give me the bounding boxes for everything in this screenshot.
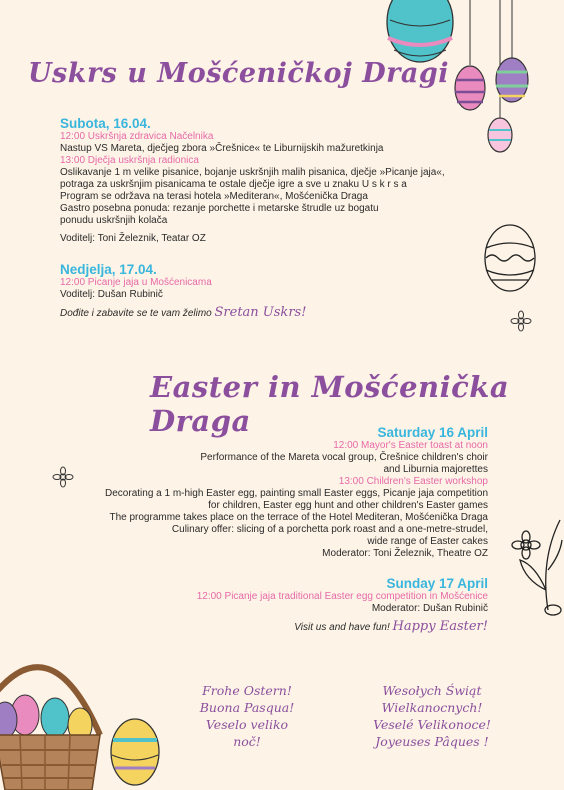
host-line: Moderator: Toni Železnik, Theatre OZ [322, 548, 488, 559]
sunday-section-english [58, 576, 488, 634]
page-title-croatian: Uskrs u Mošćeničkoj Dragi [28, 58, 450, 89]
host-line: Moderator: Dušan Rubinič [371, 603, 488, 614]
egg-icon [488, 118, 512, 152]
day-heading: Saturday 16 April [377, 425, 488, 440]
event-time: 12:00 Mayor's Easter toast at noon [333, 440, 488, 451]
event-time: 12:00 Picanje jaja u Mošćenicama [60, 277, 212, 288]
outline-egg-icon [485, 225, 535, 291]
event-description: Performance of the Mareta vocal group, Črešnice children's choir [200, 452, 488, 463]
egg-icon [496, 58, 528, 102]
closing-highlight: Happy Easter! [392, 619, 488, 634]
page-title-english: Easter in Mošćenička Draga [150, 370, 510, 438]
event-description: Decorating a 1 m-high Easter egg, painting small Easter eggs, Picanje jaja competition [105, 488, 488, 499]
wish-line: Veselé Velikonoce! [373, 717, 491, 732]
event-description: Program se održava na terasi hotela »Mediteran«, Mošćenička Draga [60, 191, 368, 202]
easter-basket-icon [0, 667, 100, 790]
closing-line [58, 621, 488, 634]
egg-icon [455, 66, 485, 110]
closing-line [60, 307, 450, 320]
wish-line: Buona Pasqua! [199, 700, 295, 715]
egg-icon [387, 0, 453, 62]
event-description: Gastro posebna ponuda: rezanje porchette i metarske štrudle uz bogatu [60, 203, 379, 214]
event-time: 12:00 Picanje jaja traditional Easter egg competition in Mošćenice [196, 591, 488, 602]
wishes-left [192, 682, 302, 750]
event-description: Nastup VS Mareta, dječjeg zbora »Črešnice« te Liburnijskih mažuretkinja [60, 143, 384, 154]
wish-line: Veselo veliko noč! [205, 717, 289, 749]
day-heading: Nedjelja, 17.04. [60, 262, 157, 277]
event-description: Culinary offer: slicing of a porchetta pork roast and a one-metre-strudel, [171, 524, 488, 535]
wish-line: Joyeuses Pâques ! [375, 734, 489, 749]
host-line: Voditelj: Dušan Rubinič [60, 289, 163, 300]
closing-text: Dođite i zabavite se te vam želimo [60, 308, 212, 319]
wishes-right [332, 682, 532, 750]
event-time: 13:00 Dječja uskršnja radionica [60, 155, 199, 166]
event-description: The programme takes place on the terrace of the Hotel Mediteran, Mošćenička Draga [109, 512, 488, 523]
day-heading: Sunday 17 April [386, 576, 488, 591]
closing-text: Visit us and have fun! [294, 622, 390, 633]
saturday-section-croatian [60, 116, 450, 245]
event-description: and Liburnia majorettes [383, 464, 488, 475]
egg-icon [111, 719, 159, 785]
sunday-section-croatian [60, 262, 450, 320]
host-line: Voditelj: Toni Železnik, Teatar OZ [60, 233, 206, 244]
closing-highlight: Sretan Uskrs! [214, 305, 307, 320]
flower-icon [511, 311, 531, 331]
wish-line: Wesołych Świąt Wielkanocnych! [381, 683, 483, 715]
event-description: wide range of Easter cakes [367, 536, 488, 547]
flower-branch-icon [512, 520, 562, 615]
event-description: potraga za uskršnjim pisanicama te ostale dječje igre a sve u znaku U s k r s a [60, 179, 407, 190]
day-heading: Subota, 16.04. [60, 116, 151, 131]
event-time: 13:00 Children's Easter workshop [338, 476, 488, 487]
wish-line: Frohe Ostern! [202, 683, 292, 698]
event-description: for children, Easter egg hunt and other children's Easter games [208, 500, 488, 511]
event-description: ponudu uskršnjih kolača [60, 215, 168, 226]
event-time: 12:00 Uskršnja zdravica Načelnika [60, 131, 214, 142]
saturday-section-english [58, 425, 488, 560]
event-description: Oslikavanje 1 m velike pisanice, bojanje uskršnjih malih pisanica, dječje »Picanje jaja«, [60, 167, 445, 178]
